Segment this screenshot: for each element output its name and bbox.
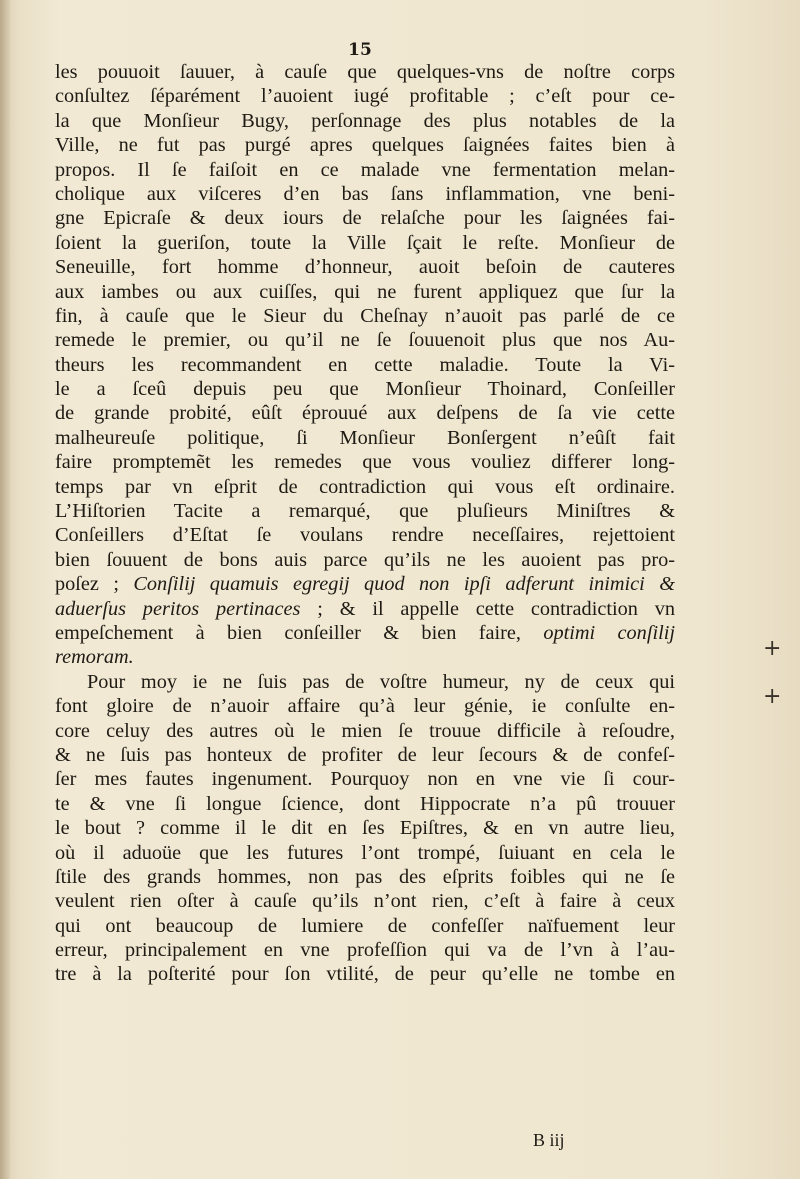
text-line: faire promptemẽt les remedes que vous vouliez differer long- (55, 451, 675, 474)
text-line: core celuy des autres où le mien ſe trouue difficile à reſoudre, (55, 719, 675, 742)
margin-mark: + (763, 684, 782, 709)
text-line: conſultez ſéparément l’auoient iugé profitable ; c’eſt pour ce- (55, 85, 675, 108)
text-line: theurs les recommandent en cette maladie. Toute la Vi- (55, 353, 675, 376)
text-line: Ville, ne fut pas purgé apres quelques ſaignées faites bien à (55, 134, 675, 157)
latin-quotation: Conſilij quamuis egregij quod non ipſi adferunt inimici & (133, 573, 675, 596)
text-line: le bout ? comme il le dit en ſes Epiſtres, & en vn autre lieu, (55, 817, 675, 840)
text-line: Pour moy ie ne ſuis pas de voſtre humeur, ny de ceux qui (87, 670, 675, 693)
text-line: ſtile des grands hommes, non pas des eſprits foibles qui ne ſe (55, 865, 675, 888)
signature-mark: B iij (533, 1130, 565, 1150)
page-spine-shadow (0, 0, 10, 1179)
text-line: temps par vn eſprit de contradiction qui vous eſt ordinaire. (55, 475, 675, 498)
text-line: ſer mes fautes ingenument. Pourquoy non en vne vie ſi cour- (55, 768, 675, 791)
latin-quotation: optimi conſilij (543, 621, 675, 644)
text-line: remede le premier, ou qu’il ne ſe ſouuenoit plus que nos Au- (55, 329, 675, 352)
page-number: 15 (348, 40, 372, 60)
body-text (55, 60, 675, 987)
text-line: ſoient la gueriſon, toute la Ville ſçait le reſte. Monſieur de (55, 231, 675, 254)
text-line: qui ont beaucoup de lumiere de confeſſer naïfuement leur (55, 914, 675, 937)
latin-quotation: remoram. (55, 646, 134, 669)
text-line: tre à la poſterité pour ſon vtilité, de peur qu’elle ne tombe en (55, 963, 675, 986)
text-line: le a ſceû depuis peu que Monſieur Thoinard, Conſeiller (55, 378, 675, 401)
text-line: erreur, principalement en vne profeſſion qui va de l’vn à l’au- (55, 939, 675, 962)
text-line: propos. Il ſe faiſoit en ce malade vne fermentation melan- (55, 158, 675, 181)
text-line (55, 621, 675, 645)
text-line: malheureuſe politique, ſi Monſieur Bonſergent n’eûſt fait (55, 426, 675, 449)
margin-mark: + (763, 636, 782, 661)
text-line (55, 645, 675, 669)
text-line: où il aduoüe que les futures l’ont trompé, ſuiuant en cela le (55, 841, 675, 864)
text-line: Seneuille, fort homme d’honneur, auoit beſoin de cauteres (55, 256, 675, 279)
text-segment: empeſchement à bien conſeiller & bien faire, (55, 621, 544, 644)
text-segment: ; & il appelle cette contradiction vn (300, 597, 675, 620)
text-segment: poſez ; (55, 573, 134, 596)
text-line: gne Epicraſe & deux iours de relaſche pour les ſaignées fai- (55, 207, 675, 230)
text-line: te & vne ſi longue ſcience, dont Hippocrate n’a pû trouuer (55, 792, 675, 815)
latin-quotation: aduerſus peritos pertinaces (55, 597, 301, 620)
text-line: aux iambes ou aux cuiſſes, qui ne furent appliquez que ſur la (55, 280, 675, 303)
text-line: bien ſouuent de bons auis parce qu’ils ne les auoient pas pro- (55, 548, 675, 571)
text-line (55, 572, 675, 596)
text-line: font gloire de n’auoir affaire qu’à leur génie, ie conſulte en- (55, 695, 675, 718)
text-line: les pouuoit ſauuer, à cauſe que quelques-vns de noſtre corps (55, 61, 675, 83)
text-line (55, 597, 675, 621)
text-line: veulent rien oſter à cauſe qu’ils n’ont rien, c’eſt à faire à ceux (55, 890, 675, 913)
text-line: cholique aux viſceres d’en bas ſans inflammation, vne beni- (55, 182, 675, 205)
text-line: & ne ſuis pas honteux de profiter de leur ſecours & de confeſ- (55, 743, 675, 766)
text-line: fin, à cauſe que le Sieur du Cheſnay n’auoit pas parlé de ce (55, 304, 675, 327)
text-line: la que Monſieur Bugy, perſonnage des plus notables de la (55, 109, 675, 132)
text-line: L’Hiſtorien Tacite a remarqué, que pluſieurs Miniſtres & (55, 500, 675, 523)
text-line: Conſeillers d’Eſtat ſe voulans rendre neceſſaires, rejettoient (55, 524, 675, 547)
text-line: de grande probité, eûſt éprouué aux deſpens de ſa vie cette (55, 402, 675, 425)
